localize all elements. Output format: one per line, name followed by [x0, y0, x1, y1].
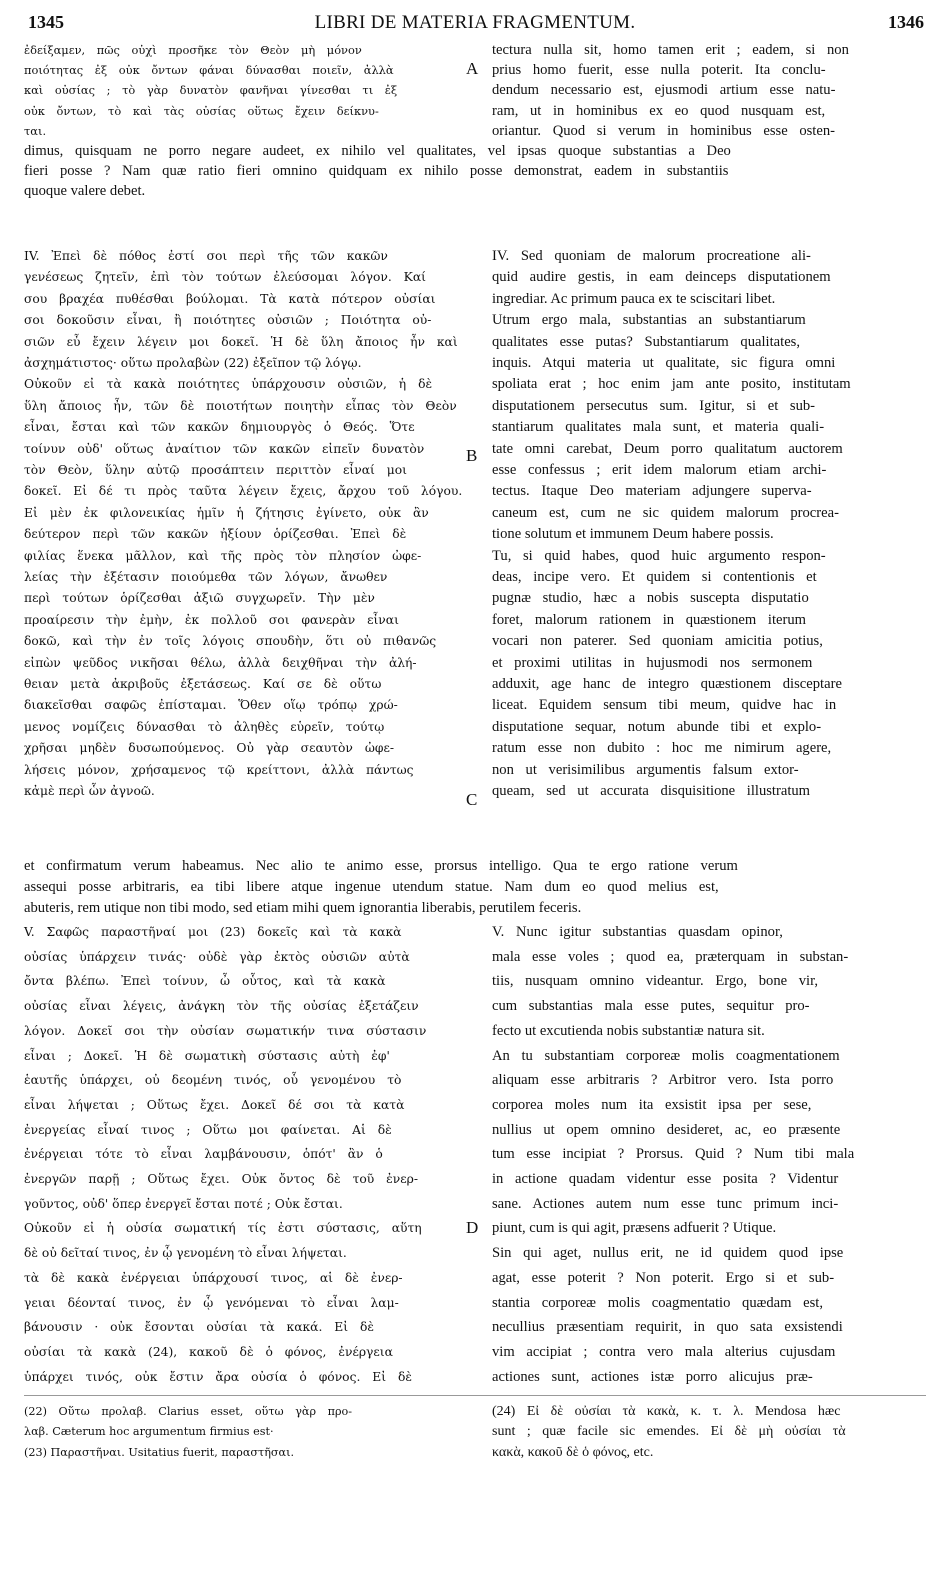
greek-text-line: περὶ τούτων ὁρίζεσθαι ἀξιῶ συγχωρεῖν. Τὴν μὲν: [24, 591, 375, 606]
latin-text-line: foret, malorum rationem in quæstionem iterum: [492, 611, 806, 628]
greek-text-line: θειαν μετὰ ἀκριβοῦς ἐξετάσεως. Καί σε δὲ οὕτω: [24, 677, 382, 691]
greek-text-line: κἀμὲ περὶ ὧν ἀγνοῶ.: [24, 784, 155, 798]
latin-text-line: disputationem persecutus sum. Igitur, si et sub-: [492, 397, 816, 414]
footnote-line: κακὰ, κακοῦ δὲ ὁ φόνος, etc.: [492, 1444, 654, 1460]
footnote-line: (24) Εἰ δὲ οὐσίαι τὰ κακὰ, κ. τ. λ. Mendosa hæc: [492, 1404, 841, 1419]
latin-text-line: quid audire gestis, in eam deinceps disputationem: [492, 269, 831, 286]
greek-text-line: βάνουσιν · οὐκ ἔσονται οὐσίαι τὰ κακά. Εἰ δὲ: [24, 1320, 375, 1335]
latin-text-line: ratum esse non dubito : hoc me nimirum agere,: [492, 740, 832, 757]
greek-text-line: λόγον. Δοκεῖ σοι τὴν οὐσίαν σωματικήν τινα σύστασιν: [24, 1023, 427, 1038]
latin-wide-line: assequi posse arbitraris, ea tibi libere atque ingenue utendum statue. Nam dum eo quod melius est,: [24, 879, 719, 895]
greek-text-line: ἑαυτῆς ὑπάρχει, οὐ δεομένη τινός, οὗ γενομένου τὸ: [24, 1073, 402, 1088]
greek-text-line: Οὐκοῦν εἰ ἡ οὐσία σωματική τίς ἐστι σύστασις, αὕτη: [24, 1221, 422, 1236]
latin-text-line: inquis. Atqui materia ut qualitate, sic figura omni: [492, 355, 836, 371]
greek-text-line: οὐσίας ὑπάρχειν τινάς· οὐδὲ γὰρ ἐκτὸς οὐσιῶν αὐτὰ: [24, 949, 410, 964]
latin-text-line: aliquam esse arbitraris ? Arbitror vero. Ista porro: [492, 1072, 834, 1089]
greek-text-line: μενος νομίζεις δύνασθαι τὸ ἀληθὲς εὑρεῖν, τούτῳ: [24, 719, 385, 734]
page-header: [0, 12, 950, 38]
latin-text-line: qualitates esse putas? Substantiarum qualitates,: [492, 333, 800, 350]
greek-text-line: ἐνέργειαι τότε τὸ εἶναι λαμβάνουσιν, ὁπότ' ἂν ὁ: [24, 1147, 383, 1162]
latin-text-line: agat, esse poterit ? Non poterit. Ergo si et sub-: [492, 1269, 835, 1286]
greek-text-line: φιλίας ἕνεκα μᾶλλον, καὶ τῆς πρὸς τὸν πλησίον ὠφε-: [24, 548, 422, 563]
footnote-rule: [24, 1395, 926, 1396]
greek-text-line: ἀσχημάτιστος· οὕτω προλαβὼν (22) ἐξεῖπον τῷ λόγῳ.: [24, 356, 362, 370]
footnote-line: (23) Παραστῆναι. Usitatius fuerit, παραστῆσαι.: [24, 1445, 295, 1459]
greek-text-line: ὑπάρχει τινός, οὐκ ἔστιν ἄρα οὐσία ὁ φόνος. Εἰ δὲ: [24, 1369, 412, 1384]
latin-text-line: queam, sed ut accurata disquisitione illustratum: [492, 783, 811, 799]
footnote-line: sunt ; quæ facile sic emendes. Εἰ δὲ μὴ οὐσίαι τὰ: [492, 1424, 846, 1440]
footnote-line: (22) Οὕτω προλαβ. Clarius esset, οὕτω γὰρ προ-: [24, 1405, 353, 1418]
latin-text-line: An tu substantiam corporeæ molis coagmentationem: [492, 1047, 840, 1064]
latin-text-line: nullius ut opem omnino desideret, ac, eo præsente: [492, 1121, 841, 1138]
latin-text-line: non ut verisimilibus argumentis falsum extor-: [492, 761, 799, 778]
greek-text-line: ἐνεργῶν παρῇ ; Οὕτως ἔχει. Οὐκ ὄντος δὲ τοῦ ἐνερ-: [24, 1172, 418, 1186]
greek-text-line: δεύτερον περὶ τῶν κακῶν ἠξίουν ὁρίζεσθαι. Ἐπεὶ δὲ: [24, 527, 407, 542]
margin-letter-d: D: [466, 1218, 479, 1237]
latin-text-line: stantiarum qualitates mala sunt, et materia quali-: [492, 419, 825, 436]
latin-text-line: IV. Sed quoniam de malorum procreatione ali-: [492, 248, 811, 264]
latin-text-line: tectura nulla sit, homo tamen erit ; eadem, si non: [492, 42, 849, 58]
greek-text-line: σιῶν εὖ ἔχειν λέγειν μοι δοκεῖ. Ἡ δὲ ὕλη ἄποιος ἦν καὶ: [24, 334, 458, 349]
page-number-right: 1346: [888, 12, 924, 32]
latin-text-line: adduxit, age hanc de integro quæstionem disceptare: [492, 676, 842, 692]
latin-wide-line: et confirmatum verum habeamus. Nec alio te animo esse, prorsus intelligo. Qua te ergo ratione verum: [24, 858, 738, 874]
latin-wide-line: quoque valere debet.: [24, 183, 146, 200]
greek-text-line: σου βραχέα πυθέσθαι βούλομαι. Τὰ κατὰ πότερον οὐσίαι: [24, 291, 436, 306]
latin-text-line: vocari non paterer. Sed quoniam amicitia potius,: [492, 633, 823, 650]
greek-text-line: λείας τὴν ἐξέτασιν ποιούμεθα τῶν λόγων, ἄνωθεν: [24, 570, 388, 584]
latin-text-line: dendum necessario est, ejusmodi artium esse natu-: [492, 82, 836, 99]
latin-text-line: Sin qui aget, nullus erit, ne id quidem quod ipse: [492, 1245, 844, 1262]
latin-text-line: actiones sunt, actiones istæ porro alicujus præ-: [492, 1368, 813, 1385]
greek-text-line: ὄντα βλέπω. Ἐπεὶ τοίνυν, ὦ οὗτος, καὶ τὰ κακὰ: [24, 974, 386, 989]
greek-text-line: σοι δοκοῦσιν εἶναι, ἢ ποιότητες οὐσιῶν ; Ποιότητα οὐ-: [24, 313, 432, 328]
latin-text-line: liceat. Equidem sensum tibi meum, quidve hac in: [492, 697, 837, 714]
running-title: LIBRI DE MATERIA FRAGMENTUM.: [314, 12, 636, 33]
margin-letter-b: B: [466, 446, 478, 465]
greek-text-line: οὐσίαι τὰ κακὰ (24), κακοῦ δὲ ὁ φόνος, ἐνέργεια: [24, 1344, 393, 1359]
greek-text-line: γοῦντος, οὐδ' ὅπερ ἐνεργεῖ ἔσται ποτέ ; Οὐκ ἔσται.: [24, 1196, 343, 1211]
latin-wide-line: abuteris, rem utique non tibi modo, sed etiam mihi quem ignorantia liberabis, perutilem feceris.: [24, 900, 582, 916]
latin-text-line: V. Nunc igitur substantias quasdam opinor,: [492, 924, 783, 940]
latin-text-line: oriantur. Quod si verum in hominibus esse osten-: [492, 122, 835, 139]
greek-text-line: δὲ οὐ δεῖταί τινος, ἐν ᾧ γενομένη τὸ εἶναι λήψεται.: [24, 1246, 347, 1261]
latin-text-line: pugnæ studio, hæc a nobis suscepta disputatio: [492, 590, 809, 607]
greek-text-line: εἰπὼν ψεῦδος νικῆσαι θέλω, ἀλλὰ δειχθῆναι τὴν ἀλή-: [24, 655, 417, 670]
greek-text-line: IV. Ἐπεὶ δὲ πόθος ἐστί σοι περὶ τῆς τῶν κακῶν: [24, 249, 388, 263]
greek-text-line: Εἰ μὲν ἐκ φιλονεικίας ἡμῖν ἡ ζήτησις ἐγίνετο, οὐκ ἂν: [24, 505, 429, 520]
latin-wide-line: dimus, quisquam ne porro negare audeet, ex nihilo vel qualitates, vel ipsas quoque substantias a Deo: [24, 143, 731, 159]
latin-text-line: caneum est, cum ne sic quidem malorum procrea-: [492, 504, 839, 521]
greek-text-line: ὕλη ἄποιος ἦν, τῶν δὲ ποιοτήτων ποιητὴν εἶπας τὸν Θεὸν: [24, 398, 457, 413]
latin-text-line: piunt, cum is qui agit, præsens adfuerit ? Utique.: [492, 1220, 777, 1237]
greek-text-line: V. Σαφῶς παραστῆναί μοι (23) δοκεῖς καὶ τὰ κακὰ: [24, 925, 402, 939]
greek-text-line: ἐδείξαμεν, πῶς οὐχὶ προσῆκε τὸν Θεὸν μὴ μόνον: [24, 43, 362, 57]
greek-text-line: ἐνεργείας εἶναί τινος ; Οὕτω μοι φαίνεται. Αἱ δὲ: [24, 1122, 392, 1137]
greek-text-line: οὐσίας εἶναι λέγεις, ἀνάγκη τὸν τῆς οὐσίας ἐξετάζειν: [24, 999, 419, 1014]
latin-text-line: tiis, nusquam omnino videantur. Ergo, bone vir,: [492, 973, 819, 990]
latin-text-line: prius homo fuerit, esse nulla poterit. Ita conclu-: [492, 62, 826, 79]
latin-text-line: fecto ut excutienda nobis substantiæ natura sit.: [492, 1022, 765, 1039]
latin-text-line: deas, incipe vero. Et quidem si contentionis et: [492, 569, 817, 585]
greek-text-line: διακεῖσθαι σαφῶς ἐπίσταμαι. Ὅθεν οἵῳ τρόπῳ χρώ-: [24, 698, 398, 713]
latin-text-line: corporea moles num ita exsistit ipsa per sese,: [492, 1096, 812, 1113]
latin-text-line: disputatione sequar, notum abunde tibi et explo-: [492, 718, 822, 735]
latin-text-line: vim accipiat ; contra vero mala alterius cujusdam: [492, 1343, 836, 1360]
latin-text-line: sane. Actiones autem num esse tunc primum inci-: [492, 1195, 839, 1212]
latin-text-line: tectus. Itaque Deo materiam adjungere superva-: [492, 483, 812, 500]
latin-text-line: tate omni carebat, Deum porro qualitatum auctorem: [492, 440, 843, 457]
latin-text-line: mala esse voles ; quod ea, præterquam in substan-: [492, 948, 849, 965]
latin-text-line: stantia corporeæ molis coagmentatio quædam est,: [492, 1294, 823, 1311]
greek-text-line: δοκῶ, καὶ τὴν ἐν τοῖς λόγοις σπουδὴν, ὅτι οὐ πιθανῶς: [24, 634, 437, 649]
greek-text-line: καὶ οὐσίας ; τὸ γὰρ δυνατὸν φανῆναι γίνεσθαι τι ἐξ: [24, 83, 398, 98]
greek-text-line: δοκεῖ. Εἰ δέ τι πρὸς ταῦτα λέγειν ἔχεις, ἄρχου τοῦ λόγου.: [24, 484, 463, 499]
greek-text-line: χρῆσαι μηδὲν δυσωπούμενος. Οὐ γὰρ σεαυτὸν ὠφε-: [24, 741, 394, 756]
latin-text-line: esse confessus ; erit idem malorum etiam archi-: [492, 462, 827, 478]
footnote-line: λαβ. Cæterum hoc argumentum firmius est·: [24, 1425, 274, 1439]
latin-text-line: Tu, si quid habes, quod huic argumento respon-: [492, 547, 826, 564]
latin-text-line: cum substantias mala esse putes, sequitur pro-: [492, 998, 810, 1015]
greek-text-line: προαίρεσιν τὴν ἐμὴν, ἐκ πολλοῦ σοι φανερὰν εἶναι: [24, 612, 399, 627]
greek-text-line: ται.: [24, 123, 47, 138]
greek-text-line: λήσεις μόνον, χρήσαμενος τῷ κρείττονι, ἀλλὰ πάντως: [24, 762, 414, 777]
greek-text-line: τοίνυν οὐδ' οὕτως ἀναίτιον τῶν κακῶν εἰπεῖν δυνατὸν: [24, 441, 425, 456]
greek-text-line: εἶναι ; Δοκεῖ. Ἡ δὲ σωματικὴ σύστασις αὐτὴ ἐφ': [24, 1048, 390, 1063]
margin-letter-a: A: [466, 59, 479, 78]
greek-text-line: οὐκ ὄντων, τὸ καὶ τὰς οὐσίας οὕτως ἔχειν δείκνυ-: [24, 103, 379, 118]
greek-text-line: Οὐκοῦν εἰ τὰ κακὰ ποιότητες ὑπάρχουσιν οὐσιῶν, ἡ δὲ: [24, 377, 433, 392]
latin-text-line: spoliata erat ; hoc enim jam ante posito, institutam: [492, 376, 851, 393]
latin-text-line: ram, ut in hominibus ex eo quod nusquam est,: [492, 102, 826, 119]
greek-text-line: γειαι δέονταί τινος, ἐν ᾧ γενόμεναι τὸ εἶναι λαμ-: [24, 1295, 399, 1310]
latin-text-line: tione solutum et immunem Deum habere possis.: [492, 526, 774, 543]
latin-text-line: necullius præsentiam requirit, in quo sata exsistendi: [492, 1319, 843, 1336]
page-number-left: 1345: [28, 12, 64, 32]
margin-letter-c: C: [466, 790, 478, 809]
latin-text-line: tum esse incipiat ? Prorsus. Quid ? Num tibi mala: [492, 1146, 855, 1163]
greek-text-line: τὰ δὲ κακὰ ἐνέργειαι ὑπάρχουσί τινος, αἱ δὲ ἐνερ-: [24, 1270, 403, 1285]
greek-text-line: τὸν Θεὸν, ὕλην αὐτῷ προσάπτειν περιττὸν εἶναί μοι: [24, 463, 407, 477]
latin-text-line: ingrediar. Ac primum pauca ex te sciscitari libet.: [492, 290, 776, 307]
latin-text-line: et proximi utilitas in hujusmodi nos sermonem: [492, 654, 813, 671]
greek-text-line: εἶναι λήψεται ; Οὕτως ἔχει. Δοκεῖ δέ σοι τὰ κατὰ: [24, 1097, 405, 1112]
latin-text-line: Utrum ergo mala, substantias an substantiarum: [492, 312, 806, 329]
greek-text-line: γενέσεως ζητεῖν, ἐπὶ τὸν τούτων ἐλεύσομαι λόγον. Καί: [24, 270, 426, 285]
greek-text-line: ποιότητας ἐξ οὐκ ὄντων φάναι δύνασθαι ποιεῖν, ἀλλὰ: [24, 63, 394, 78]
latin-text-line: in actione quadam videntur esse posita ? Videntur: [492, 1171, 839, 1187]
latin-wide-line: fieri posse ? Nam quæ ratio fieri omnino quidquam ex nihilo posse demonstrat, eadem in substantiis: [24, 163, 729, 180]
greek-text-line: εἶναι, ἔσται καὶ τῶν κακῶν δημιουργὸς ὁ Θεός. Ὅτε: [24, 420, 415, 435]
